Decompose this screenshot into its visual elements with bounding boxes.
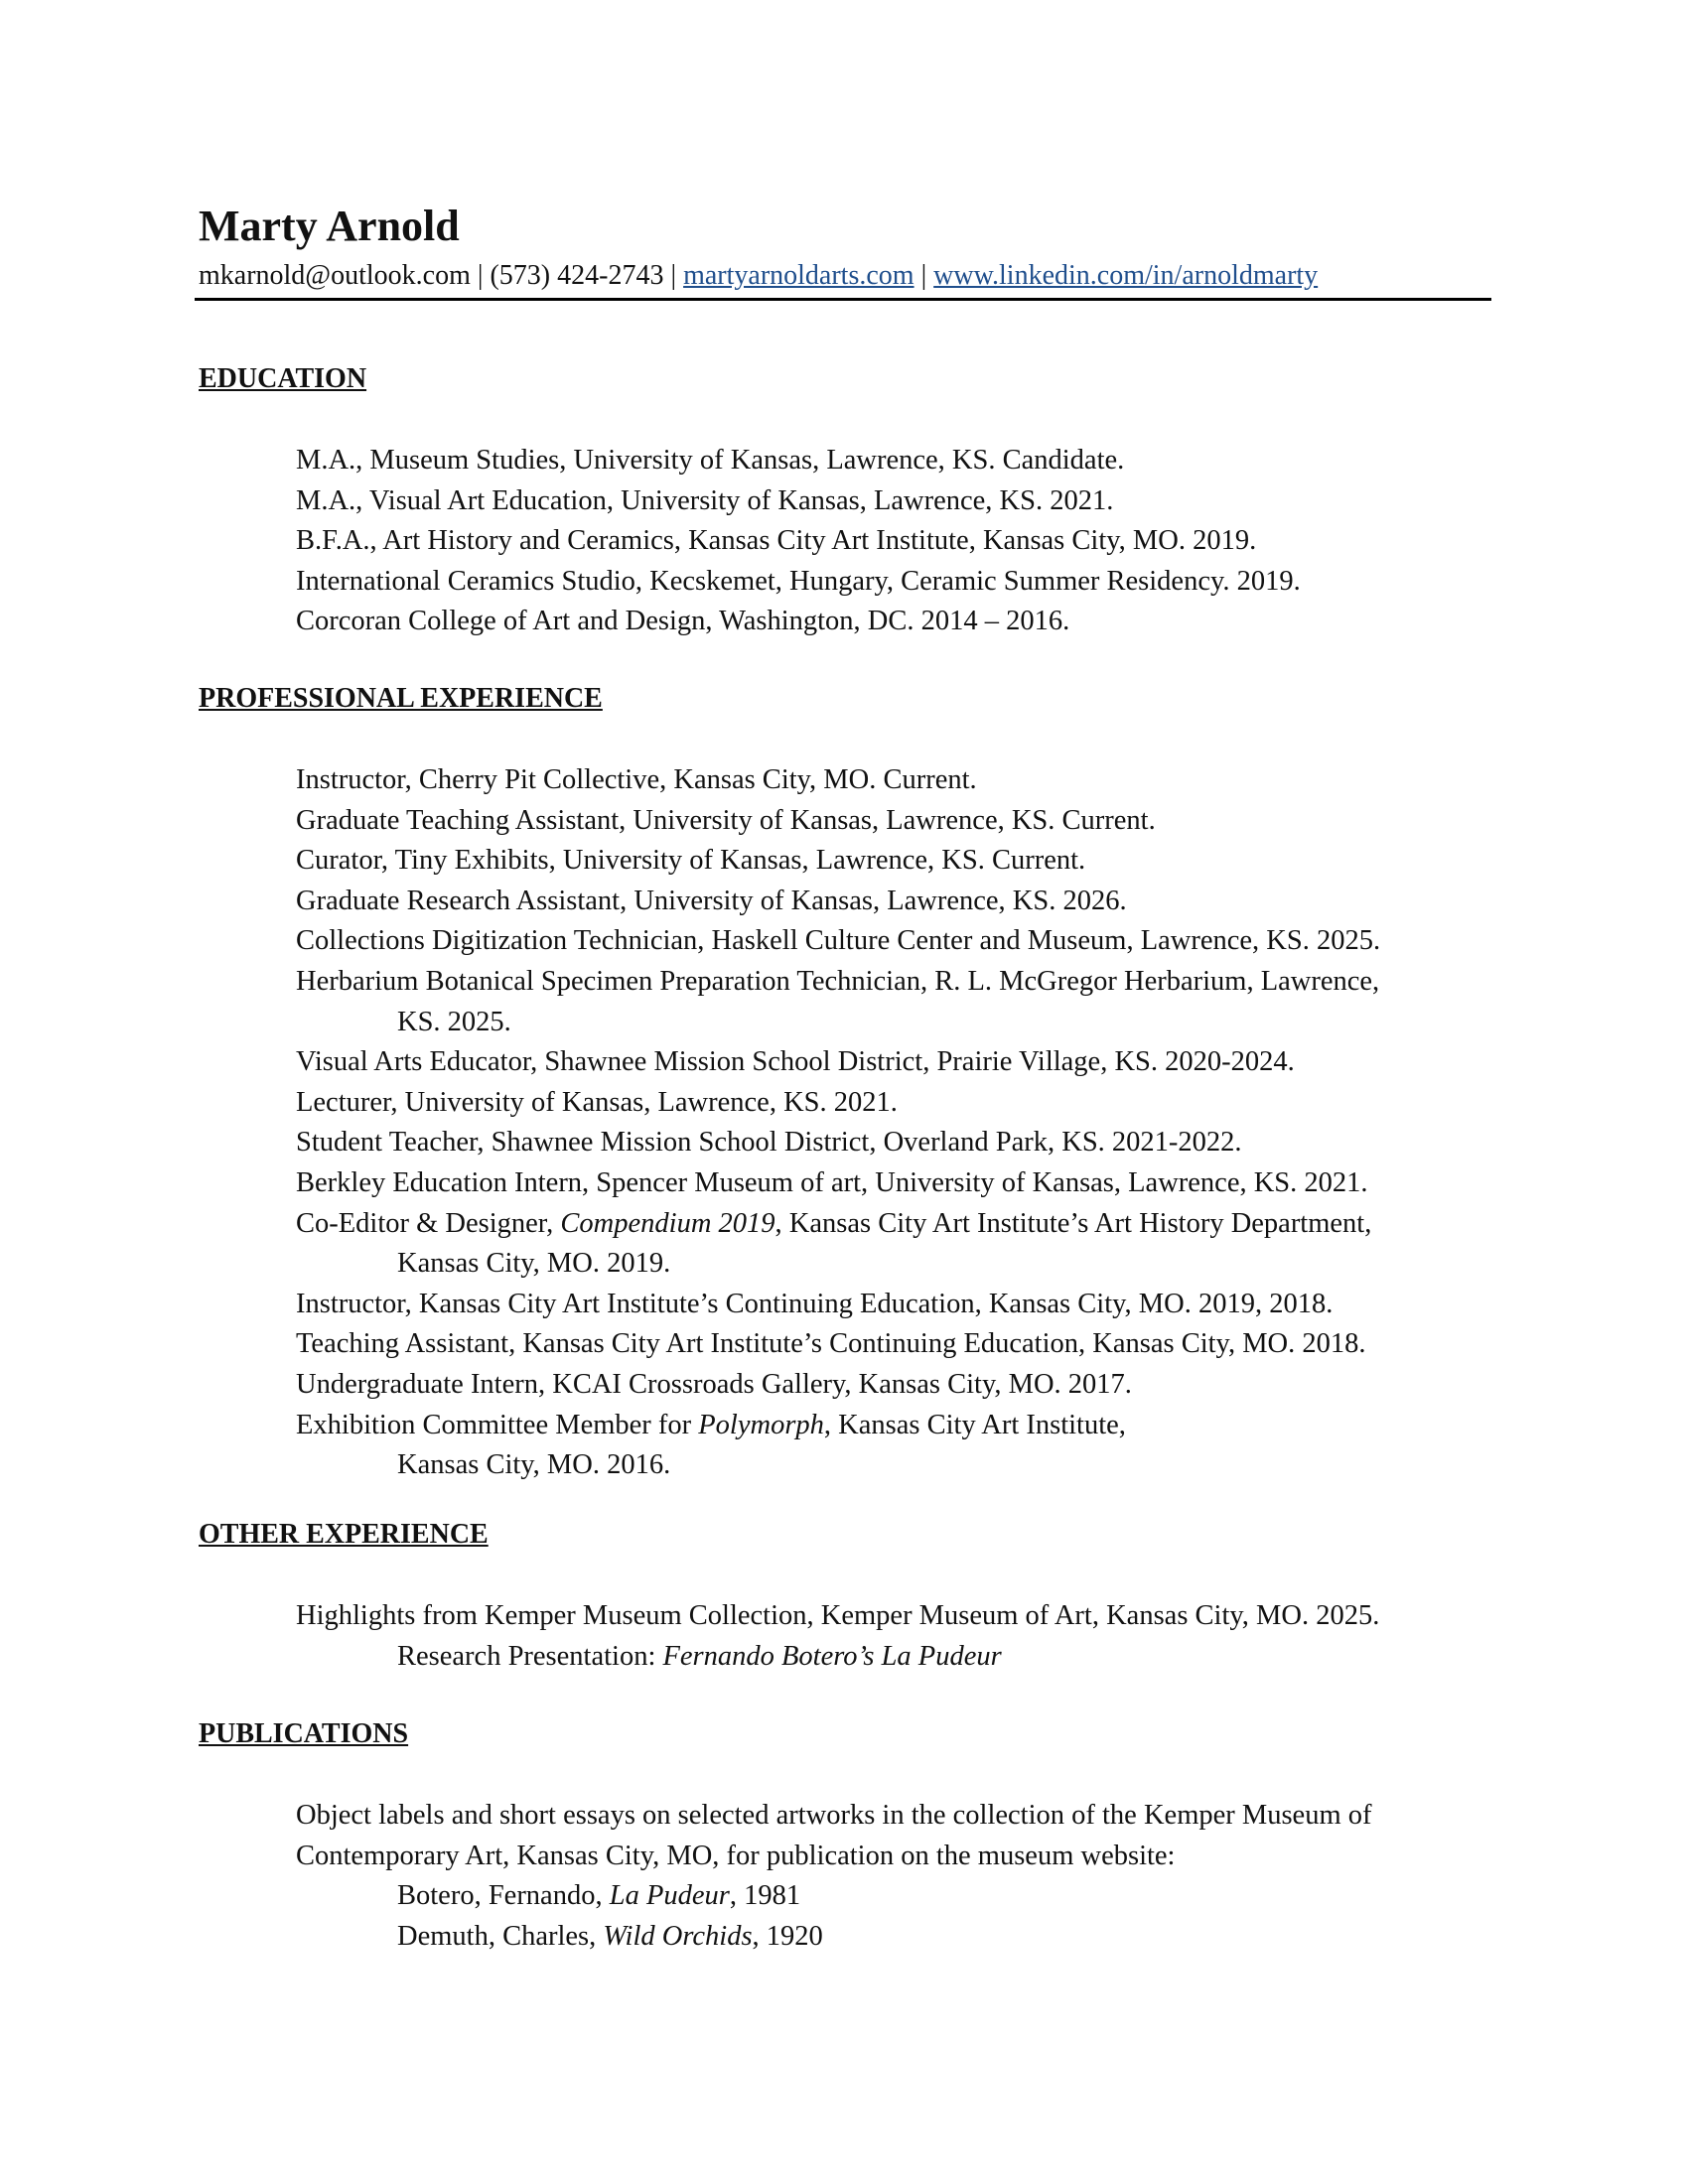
list-item: Collections Digitization Technician, Haskell Culture Center and Museum, Lawrence, KS. 2025. [296, 925, 1381, 957]
list-subitem [296, 1637, 1487, 1678]
list-item: B.F.A., Art History and Ceramics, Kansas City Art Institute, Kansas City, MO. 2019. [296, 525, 1257, 557]
artwork-title: Wild Orchids [603, 1920, 753, 1952]
other-experience-list [296, 1596, 1487, 1677]
item-text: , Kansas City Art Institute’s Art History Department, [774, 1207, 1372, 1239]
item-text: , Kansas City Art Institute, [823, 1409, 1126, 1440]
item-text: Exhibition Committee Member for [296, 1409, 699, 1440]
list-item: Highlights from Kemper Museum Collection, Kemper Museum of Art, Kansas City, MO. 2025. [296, 1600, 1380, 1631]
list-item: Student Teacher, Shawnee Mission School District, Overland Park, KS. 2021-2022. [296, 1127, 1242, 1159]
publication-entry [296, 1876, 1487, 1917]
professional-experience-list [296, 760, 1487, 1486]
professional-experience-heading: PROFESSIONAL EXPERIENCE [199, 683, 603, 714]
other-experience-heading: OTHER EXPERIENCE [199, 1519, 489, 1550]
exhibition-title: Polymorph [698, 1409, 824, 1440]
list-item: M.A., Visual Art Education, University of Kansas, Lawrence, KS. 2021. [296, 484, 1114, 516]
header-divider [195, 298, 1491, 301]
list-item: Undergraduate Intern, KCAI Crossroads Gallery, Kansas City, MO. 2017. [296, 1368, 1132, 1400]
separator: | [470, 260, 491, 291]
linkedin-link[interactable]: www.linkedin.com/in/arnoldmarty [933, 260, 1319, 291]
list-item: Contemporary Art, Kansas City, MO, for publication on the museum website: [296, 1840, 1176, 1871]
item-text: Demuth, Charles, [397, 1920, 604, 1952]
list-item: Herbarium Botanical Specimen Preparation Technician, R. L. McGregor Herbarium, Lawrence, [296, 965, 1380, 997]
phone-text: (573) 424-2743 [490, 260, 664, 291]
email-text: mkarnold@outlook.com [199, 260, 471, 291]
list-item: Object labels and short essays on selected artworks in the collection of the Kemper Museum of [296, 1800, 1372, 1831]
list-item [296, 1406, 1487, 1446]
list-item: Instructor, Cherry Pit Collective, Kansas City, MO. Current. [296, 764, 977, 795]
presentation-title: Fernando Botero’s La Pudeur [662, 1640, 1002, 1672]
separator: | [663, 260, 684, 291]
item-text: Botero, Fernando, [397, 1880, 610, 1912]
list-item: M.A., Museum Studies, University of Kansas, Lawrence, KS. Candidate. [296, 445, 1125, 476]
education-list [296, 441, 1487, 642]
list-item: Curator, Tiny Exhibits, University of Kansas, Lawrence, KS. Current. [296, 845, 1086, 877]
contact-line [199, 256, 1318, 296]
item-text: , 1981 [729, 1880, 801, 1912]
list-item: Teaching Assistant, Kansas City Art Institute’s Continuing Education, Kansas City, MO. 2018. [296, 1328, 1366, 1360]
list-item-continuation: KS. 2025. [397, 1006, 511, 1037]
list-item: Lecturer, University of Kansas, Lawrence, KS. 2021. [296, 1086, 898, 1118]
list-item-continuation: Kansas City, MO. 2016. [397, 1449, 671, 1481]
list-item-continuation: Kansas City, MO. 2019. [397, 1248, 671, 1280]
list-item: Berkley Education Intern, Spencer Museum of art, University of Kansas, Lawrence, KS. 2021. [296, 1166, 1368, 1198]
education-heading: EDUCATION [199, 363, 367, 394]
item-text: , 1920 [752, 1920, 823, 1952]
publication-title: Compendium 2019 [560, 1207, 775, 1239]
list-item: Instructor, Kansas City Art Institute’s Continuing Education, Kansas City, MO. 2019, 2018. [296, 1288, 1334, 1319]
publications-list [296, 1796, 1487, 1957]
list-item: Graduate Research Assistant, University of Kansas, Lawrence, KS. 2026. [296, 885, 1127, 916]
separator: | [914, 260, 934, 291]
website-link[interactable]: martyarnoldarts.com [683, 260, 914, 291]
list-item: Visual Arts Educator, Shawnee Mission School District, Prairie Village, KS. 2020-2024. [296, 1046, 1295, 1078]
item-text: Research Presentation: [397, 1640, 663, 1672]
list-item: Corcoran College of Art and Design, Washington, DC. 2014 – 2016. [296, 606, 1070, 637]
publication-entry [296, 1917, 1487, 1958]
publications-heading: PUBLICATIONS [199, 1718, 409, 1749]
list-item: Graduate Teaching Assistant, University of Kansas, Lawrence, KS. Current. [296, 804, 1156, 836]
artwork-title: La Pudeur [609, 1880, 730, 1912]
item-text: Co-Editor & Designer, [296, 1207, 561, 1239]
page-title: Marty Arnold [199, 202, 460, 250]
list-item [296, 1204, 1487, 1245]
list-item: International Ceramics Studio, Kecskemet, Hungary, Ceramic Summer Residency. 2019. [296, 565, 1301, 597]
